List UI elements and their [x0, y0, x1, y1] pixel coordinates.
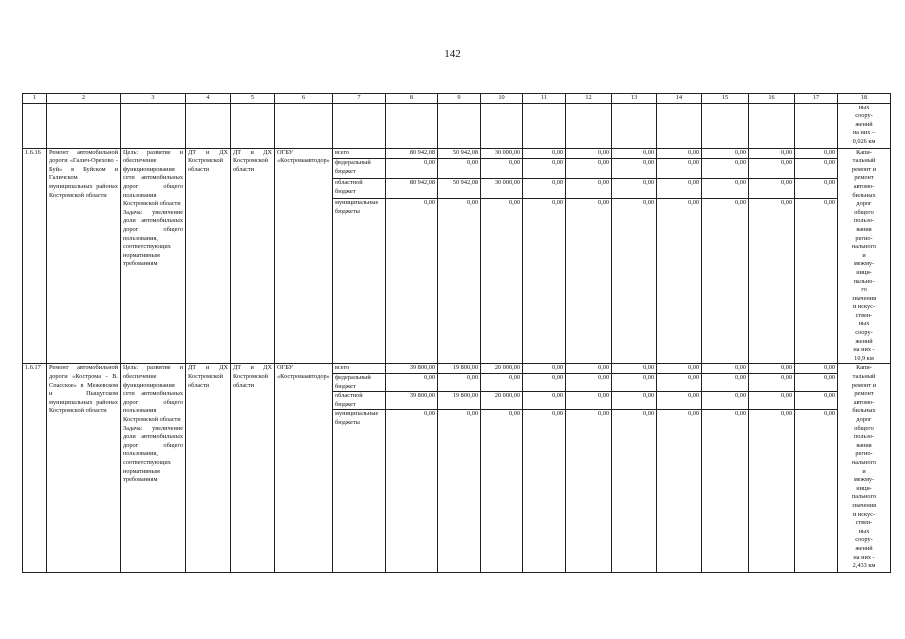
value-cell: 0,00 [657, 392, 702, 410]
column-number-18: 18 [838, 94, 891, 104]
value-cell: 0,00 [795, 374, 838, 392]
continuation-row [23, 103, 891, 148]
value-cell: 0,00 [386, 199, 438, 364]
responsible-executor: ДТ и ДХ Костромской области [186, 364, 231, 573]
column-number-9: 9 [438, 94, 481, 104]
value-cell: 0,00 [702, 392, 749, 410]
column-number-6: 6 [275, 94, 333, 104]
column-number-1: 1 [23, 94, 47, 104]
funding-source-label: всего [333, 364, 386, 374]
value-cell: 0,00 [566, 364, 612, 374]
value-cell: 0,00 [749, 410, 795, 573]
continuation-cell [121, 103, 186, 148]
value-cell: 0,00 [795, 410, 838, 573]
funding-source-label: муниципальные бюджеты [333, 199, 386, 364]
value-cell: 0,00 [438, 159, 481, 179]
value-cell: 0,00 [749, 364, 795, 374]
value-cell: 20 000,00 [481, 392, 523, 410]
value-cell: 0,00 [612, 364, 657, 374]
value-cell: 0,00 [657, 159, 702, 179]
funding-source-label: федеральный бюджет [333, 159, 386, 179]
continuation-cell [795, 103, 838, 148]
value-cell: 0,00 [612, 410, 657, 573]
value-cell: 0,00 [523, 364, 566, 374]
value-cell: 0,00 [795, 364, 838, 374]
value-cell: 0,00 [566, 159, 612, 179]
value-cell: 0,00 [612, 199, 657, 364]
value-cell: 0,00 [657, 364, 702, 374]
value-cell: 0,00 [523, 392, 566, 410]
continuation-cell [657, 103, 702, 148]
continuation-cell [186, 103, 231, 148]
participant: ОГБУ «Костромаавтодор» [275, 148, 333, 364]
value-cell: 0,00 [612, 374, 657, 392]
continuation-cell [438, 103, 481, 148]
continuation-result: ных соору- жений на них – 0,026 км [838, 103, 891, 148]
value-cell: 0,00 [702, 374, 749, 392]
item-result: Капи- тальный ремонт и ремонт автомо- бильных дорог общего пользо- вания регио- нального и межму- ници- пального значения и искус- ствен- ных соору- жений на них - 2,433 км [838, 364, 891, 573]
value-cell: 0,00 [749, 159, 795, 179]
value-cell: 0,00 [566, 148, 612, 159]
participant: ОГБУ «Костромаавтодор» [275, 364, 333, 573]
value-cell: 39 800,00 [386, 364, 438, 374]
value-cell: 0,00 [481, 199, 523, 364]
value-cell: 0,00 [612, 148, 657, 159]
responsible-executor: ДТ и ДХ Костромской области [186, 148, 231, 364]
column-number-4: 4 [186, 94, 231, 104]
value-cell: 0,00 [481, 374, 523, 392]
column-number-2: 2 [47, 94, 121, 104]
column-number-15: 15 [702, 94, 749, 104]
item-result: Капи- тальный ремонт и ремонт автомо- бильных дорог общего пользо- вания регио- нального и межму- ници- пально- го значения и искус- ствен- ных соору- жений на них - 10,9 км [838, 148, 891, 364]
value-cell: 20 000,00 [481, 364, 523, 374]
column-number-11: 11 [523, 94, 566, 104]
value-cell: 0,00 [523, 148, 566, 159]
column-number-5: 5 [231, 94, 275, 104]
item-name: Ремонт автомобильной дороги «Галич-Орехово - Буй» в Буйском и Галичском муниципальных районах Костромской области [47, 148, 121, 364]
column-number-7: 7 [333, 94, 386, 104]
value-cell: 0,00 [438, 374, 481, 392]
value-cell: 0,00 [702, 199, 749, 364]
value-cell: 0,00 [657, 410, 702, 573]
value-cell: 39 800,00 [386, 392, 438, 410]
value-cell: 0,00 [749, 148, 795, 159]
value-cell: 0,00 [523, 374, 566, 392]
funding-source-label: всего [333, 148, 386, 159]
item-goal: Цель: развитие и обеспечение функционирования сети автомобильных дорог общего пользования Костромской области Задача: увеличение доли автомобильных дорог общего пользования, соответствующих нормативным требованиям [121, 364, 186, 573]
funding-source-label: федеральный бюджет [333, 374, 386, 392]
value-cell: 0,00 [566, 392, 612, 410]
table-row [23, 364, 891, 374]
value-cell: 0,00 [523, 179, 566, 199]
value-cell: 0,00 [523, 410, 566, 573]
value-cell: 0,00 [612, 392, 657, 410]
continuation-cell [386, 103, 438, 148]
value-cell: 0,00 [657, 374, 702, 392]
column-number-10: 10 [481, 94, 523, 104]
value-cell: 0,00 [386, 374, 438, 392]
item-id: 1.6.16 [23, 148, 47, 364]
value-cell: 0,00 [612, 179, 657, 199]
value-cell: 0,00 [702, 159, 749, 179]
value-cell: 0,00 [749, 392, 795, 410]
column-number-13: 13 [612, 94, 657, 104]
co-executor: ДТ и ДХ Костромской области [231, 364, 275, 573]
value-cell: 0,00 [795, 392, 838, 410]
continuation-cell [523, 103, 566, 148]
value-cell: 0,00 [795, 148, 838, 159]
value-cell: 0,00 [438, 410, 481, 573]
value-cell: 0,00 [749, 179, 795, 199]
funding-source-label: областной бюджет [333, 179, 386, 199]
continuation-cell [23, 103, 47, 148]
value-cell: 0,00 [523, 159, 566, 179]
continuation-cell [749, 103, 795, 148]
column-number-16: 16 [749, 94, 795, 104]
continuation-cell [275, 103, 333, 148]
value-cell: 0,00 [795, 179, 838, 199]
value-cell: 0,00 [612, 159, 657, 179]
value-cell: 0,00 [566, 199, 612, 364]
funding-source-label: областной бюджет [333, 392, 386, 410]
value-cell: 0,00 [702, 148, 749, 159]
funding-source-label: муниципальные бюджеты [333, 410, 386, 573]
continuation-cell [566, 103, 612, 148]
column-number-12: 12 [566, 94, 612, 104]
page-number: 142 [444, 48, 461, 60]
value-cell: 80 942,08 [386, 179, 438, 199]
value-cell: 0,00 [795, 199, 838, 364]
continuation-cell [231, 103, 275, 148]
value-cell: 0,00 [657, 199, 702, 364]
value-cell: 50 942,08 [438, 148, 481, 159]
value-cell: 30 000,00 [481, 148, 523, 159]
column-number-3: 3 [121, 94, 186, 104]
value-cell: 0,00 [566, 374, 612, 392]
value-cell: 0,00 [749, 199, 795, 364]
item-id: 1.6.17 [23, 364, 47, 573]
value-cell: 0,00 [523, 199, 566, 364]
value-cell: 0,00 [481, 159, 523, 179]
value-cell: 19 800,00 [438, 364, 481, 374]
value-cell: 0,00 [657, 179, 702, 199]
column-number-8: 8 [386, 94, 438, 104]
continuation-cell [333, 103, 386, 148]
value-cell: 0,00 [386, 159, 438, 179]
value-cell: 0,00 [566, 179, 612, 199]
column-number-14: 14 [657, 94, 702, 104]
continuation-cell [47, 103, 121, 148]
value-cell: 0,00 [438, 199, 481, 364]
value-cell: 0,00 [795, 159, 838, 179]
item-goal: Цель: развитие и обеспечение функционирования сети автомобильных дорог общего пользования Костромской области Задача: увеличение доли автомобильных дорог общего пользования, соответствующих нормативным требованиям [121, 148, 186, 364]
value-cell: 50 942,08 [438, 179, 481, 199]
value-cell: 0,00 [749, 374, 795, 392]
column-number-row [23, 94, 891, 104]
value-cell: 19 800,00 [438, 392, 481, 410]
value-cell: 30 000,00 [481, 179, 523, 199]
budget-table [22, 93, 891, 573]
continuation-cell [612, 103, 657, 148]
co-executor: ДТ и ДХ Костромской области [231, 148, 275, 364]
value-cell: 0,00 [702, 364, 749, 374]
value-cell: 0,00 [481, 410, 523, 573]
item-name: Ремонт автомобильной дороги «Кострома - В. Спасское» в Межевском и Пыщугском муниципальных районах Костромской области [47, 364, 121, 573]
table-row [23, 148, 891, 159]
column-number-17: 17 [795, 94, 838, 104]
continuation-cell [481, 103, 523, 148]
value-cell: 0,00 [702, 410, 749, 573]
value-cell: 0,00 [657, 148, 702, 159]
value-cell: 0,00 [386, 410, 438, 573]
value-cell: 0,00 [566, 410, 612, 573]
continuation-cell [702, 103, 749, 148]
value-cell: 80 942,08 [386, 148, 438, 159]
value-cell: 0,00 [702, 179, 749, 199]
